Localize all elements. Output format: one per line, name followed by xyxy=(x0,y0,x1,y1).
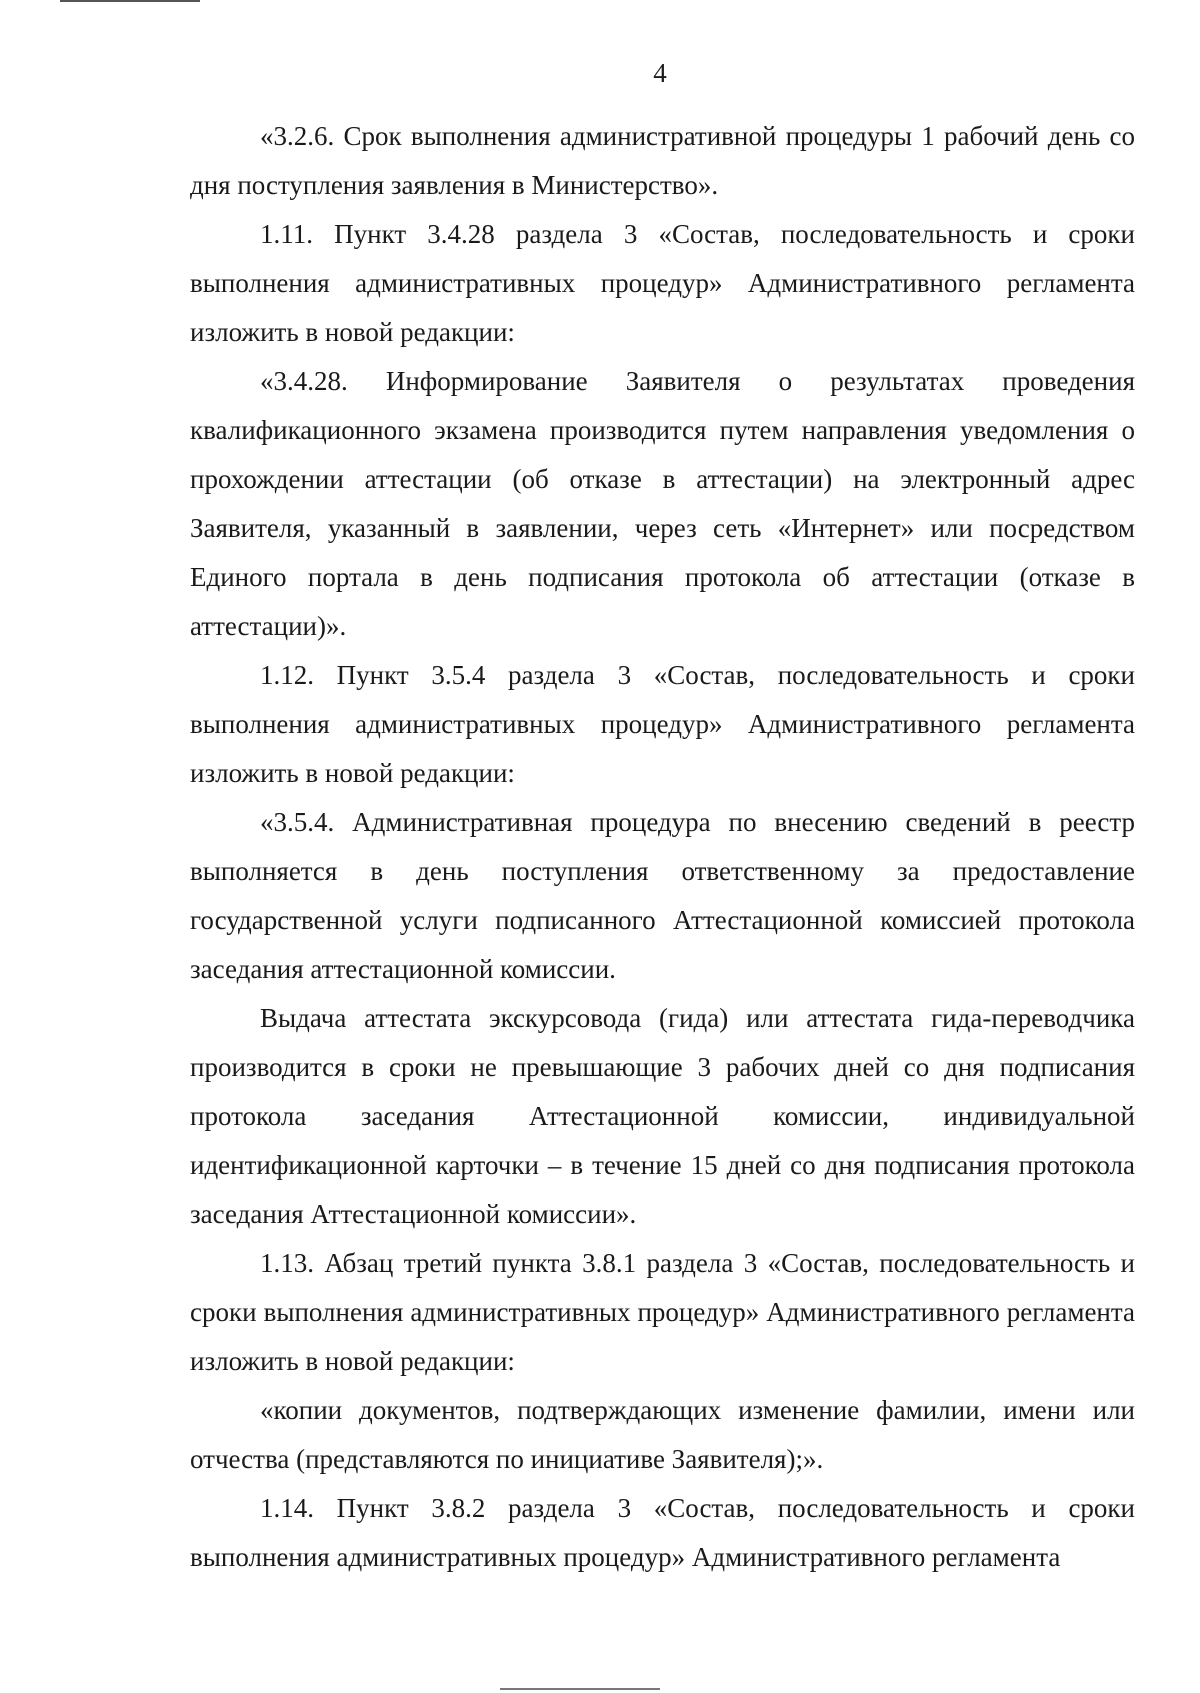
paragraph-copies: «копии документов, подтверждающих изменение фамилии, имени или отчества (представляются по инициативе Заявителя);». xyxy=(190,1395,1135,1474)
paragraph-1-14: 1.14. Пункт 3.8.2 раздела 3 «Состав, последовательность и сроки выполнения административных процедур» Административного регламента xyxy=(190,1493,1135,1572)
paragraph-1-11: 1.11. Пункт 3.4.28 раздела 3 «Состав, последовательность и сроки выполнения административных процедур» Административного регламента изложить в новой редакции: xyxy=(190,219,1135,347)
paragraph-issuance: Выдача аттестата экскурсовода (гида) или аттестата гида-переводчика производится в сроки не превышающие 3 рабочих дней со дня подписания протокола заседания Аттестационной комиссии, индивидуальной идентификационной карточки – в течение 15 дней со дня подписания протокола заседания Аттестационной комиссии». xyxy=(190,1003,1135,1229)
paragraph-1-12: 1.12. Пункт 3.5.4 раздела 3 «Состав, последовательность и сроки выполнения административных процедур» Административного регламента изложить в новой редакции: xyxy=(190,660,1135,788)
document-body xyxy=(190,112,1135,1582)
scan-edge-mark-bottom xyxy=(500,1688,660,1690)
scan-edge-mark-top xyxy=(60,0,200,2)
paragraph-3-4-28: «3.4.28. Информирование Заявителя о результатах проведения квалификационного экзамена производится путем направления уведомления о прохождении аттестации (об отказе в аттестации) на электронный адрес Заявителя, указанный в заявлении, через сеть «Интернет» или посредством Единого портала в день подписания протокола об аттестации (отказе в аттестации)». xyxy=(190,366,1135,641)
paragraph-1-13: 1.13. Абзац третий пункта 3.8.1 раздела 3 «Состав, последовательность и сроки выполнения административных процедур» Административного регламента изложить в новой редакции: xyxy=(190,1248,1135,1376)
page-number: 4 xyxy=(653,58,667,88)
paragraph-3-5-4: «3.5.4. Административная процедура по внесению сведений в реестр выполняется в день поступления ответственному за предоставление государственной услуги подписанного Аттестационной комиссией протокола заседания аттестационной комиссии. xyxy=(190,807,1135,984)
paragraph-3-2-6: «3.2.6. Срок выполнения административной процедуры 1 рабочий день со дня поступления заявления в Министерство». xyxy=(190,121,1135,200)
